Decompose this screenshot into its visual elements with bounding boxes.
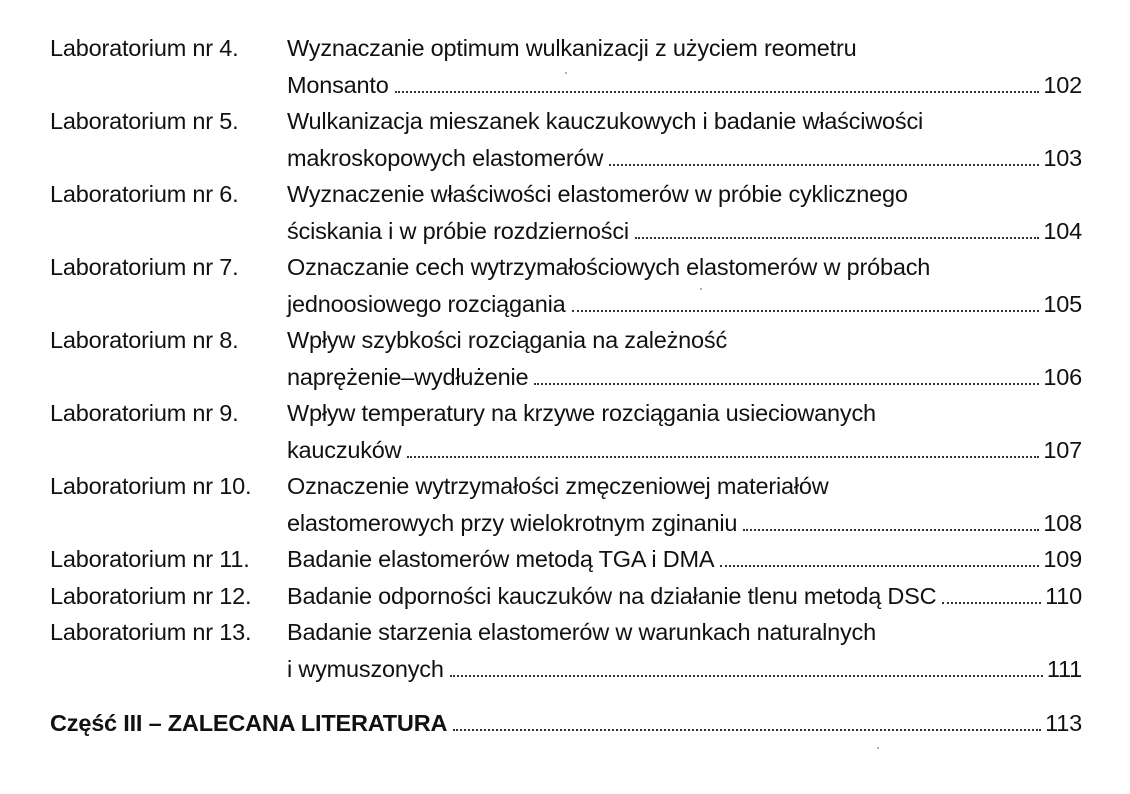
- entry-title: [287, 30, 1082, 103]
- entry-title-last-line: [287, 432, 1082, 469]
- entry-title-last-line: [287, 213, 1082, 250]
- entry-title-text: kauczuków: [287, 436, 402, 463]
- dot-leader: [395, 91, 1040, 93]
- entry-title-line: Oznaczenie wytrzymałości zmęczeniowej materiałów: [287, 473, 829, 499]
- entry-title-last-line: [287, 651, 1082, 688]
- toc-entry: [50, 395, 1082, 468]
- entry-title-last-line: [287, 359, 1082, 396]
- page-number: 109: [1043, 546, 1082, 572]
- entry-label: Laboratorium nr 4.: [50, 35, 239, 61]
- toc-entry: [50, 176, 1082, 249]
- dot-leader: [743, 529, 1039, 531]
- dot-leader: [572, 310, 1040, 312]
- entry-title: [287, 578, 1082, 615]
- entry-title: [287, 322, 1082, 395]
- table-of-contents: [50, 30, 1082, 742]
- toc-entry: [50, 614, 1082, 687]
- entry-title-last-line: [287, 67, 1082, 104]
- page-number: 102: [1043, 71, 1082, 98]
- toc-entry: [50, 249, 1082, 322]
- entry-title-text: makroskopowych elastomerów: [287, 144, 604, 171]
- page-number: 107: [1043, 436, 1082, 463]
- entry-title-last-line: [287, 578, 1082, 615]
- entry-title-line: Wpływ szybkości rozciągania na zależność: [287, 327, 727, 353]
- entry-title-text: ściskania i w próbie rozdzierności: [287, 217, 629, 244]
- entry-label: Laboratorium nr 12.: [50, 582, 252, 609]
- toc-entry: [50, 578, 1082, 615]
- entry-label: Laboratorium nr 13.: [50, 619, 252, 645]
- scan-speck: [700, 288, 702, 290]
- entry-title-last-line: [287, 140, 1082, 177]
- entry-title-text: Badanie odporności kauczuków na działanie tlenu metodą DSC: [287, 582, 937, 609]
- entry-title: [287, 176, 1082, 249]
- dot-leader: [720, 565, 1039, 567]
- entry-title-line: Wyznaczanie optimum wulkanizacji z użyciem reometru: [287, 35, 857, 61]
- entry-label: Laboratorium nr 5.: [50, 108, 239, 134]
- page-number: 111: [1046, 655, 1082, 682]
- entry-title-text: jednoosiowego rozciągania: [287, 290, 566, 317]
- entry-label: Laboratorium nr 6.: [50, 181, 239, 207]
- entry-title-line: Badanie starzenia elastomerów w warunkach naturalnych: [287, 619, 876, 645]
- entry-title-text: i wymuszonych: [287, 655, 444, 682]
- entry-title: [287, 541, 1082, 578]
- dot-leader: [534, 383, 1039, 385]
- entry-title-last-line: [287, 286, 1082, 323]
- entry-title-last-line: [287, 541, 1082, 578]
- dot-leader: [942, 602, 1041, 604]
- scan-speck: [877, 747, 879, 749]
- section-title: Część III – ZALECANA LITERATURA: [50, 710, 448, 736]
- dot-leader: [450, 675, 1043, 677]
- dot-leader: [407, 456, 1039, 458]
- entry-label: Laboratorium nr 11.: [50, 546, 250, 572]
- toc-entry: [50, 541, 1082, 578]
- page-number: 106: [1043, 363, 1082, 390]
- toc-entries: [50, 30, 1082, 687]
- dot-leader: [609, 164, 1039, 166]
- page-number: 104: [1043, 217, 1082, 244]
- toc-entry: [50, 103, 1082, 176]
- entry-title-text: Badanie elastomerów metodą TGA i DMA: [287, 546, 715, 572]
- entry-title-text: naprężenie–wydłużenie: [287, 363, 529, 390]
- page-number: 105: [1043, 290, 1082, 317]
- scan-speck: [565, 72, 567, 74]
- entry-title-last-line: [287, 505, 1082, 542]
- dot-leader: [453, 729, 1041, 731]
- entry-title-line: Wulkanizacja mieszanek kauczukowych i badanie właściwości: [287, 108, 924, 134]
- entry-title-text: Monsanto: [287, 71, 389, 98]
- entry-label: Laboratorium nr 8.: [50, 327, 239, 353]
- entry-title: [287, 468, 1082, 541]
- entry-title-line: Oznaczanie cech wytrzymałościowych elastomerów w próbach: [287, 254, 931, 280]
- page-number: 110: [1045, 582, 1082, 609]
- entry-label: Laboratorium nr 10.: [50, 473, 252, 499]
- entry-title: [287, 103, 1082, 176]
- page-number: 113: [1045, 710, 1082, 736]
- entry-title-text: elastomerowych przy wielokrotnym zginaniu: [287, 509, 738, 536]
- entry-label: Laboratorium nr 9.: [50, 400, 239, 426]
- entry-label: Laboratorium nr 7.: [50, 254, 239, 280]
- page-number: 103: [1043, 144, 1082, 171]
- entry-title: [287, 395, 1082, 468]
- dot-leader: [635, 237, 1039, 239]
- toc-section-entry: [50, 705, 1082, 742]
- page-number: 108: [1043, 509, 1082, 536]
- entry-title: [287, 614, 1082, 687]
- toc-entry: [50, 30, 1082, 103]
- toc-entry: [50, 468, 1082, 541]
- toc-entry: [50, 322, 1082, 395]
- entry-title: [287, 249, 1082, 322]
- entry-title-line: Wyznaczenie właściwości elastomerów w próbie cyklicznego: [287, 181, 908, 207]
- entry-title-line: Wpływ temperatury na krzywe rozciągania usieciowanych: [287, 400, 876, 426]
